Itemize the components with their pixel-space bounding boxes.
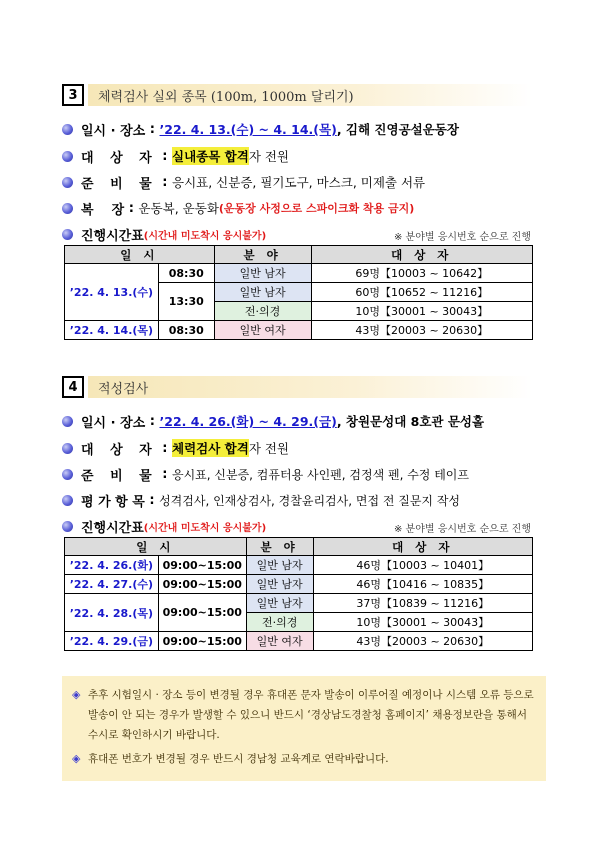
header-field: 분 야 xyxy=(246,538,313,556)
notice-item xyxy=(72,749,536,769)
bullet-icon xyxy=(62,469,73,480)
eval-row: 평 가 항 목 : 성격검사, 인재상검사, 경찰윤리검사, 면접 전 질문지 작성 xyxy=(62,489,460,511)
prep-value: 응시표, 신분증, 컴퓨터용 사인펜, 검정색 펜, 수정 테이프 xyxy=(172,467,469,482)
target-row: 대 상 자 : 체력검사 합격 자 전원 xyxy=(62,437,289,459)
target-highlight: 체력검사 합격 xyxy=(172,441,249,456)
section-number: 4 xyxy=(62,376,84,398)
section-3-header xyxy=(62,83,532,107)
bullet-icon xyxy=(62,177,73,188)
header-date: 일 시 xyxy=(65,538,247,556)
date-cell: ’22. 4. 13.(수) xyxy=(65,264,159,321)
attire-note: (운동장 사정으로 스파이크화 착용 금지) xyxy=(218,202,415,215)
table-header-row xyxy=(65,246,533,264)
table-row xyxy=(65,575,533,594)
attire-value: 운동복, 운동화 xyxy=(138,201,219,216)
notice-item xyxy=(72,685,536,745)
field-cell: 일반 남자 xyxy=(214,283,311,302)
field-cell: 일반 여자 xyxy=(214,321,311,340)
field-cell: 일반 여자 xyxy=(246,632,313,651)
notice-text: 추후 시험일시 · 장소 등이 변경될 경우 휴대폰 문자 발송이 이루어질 예정이나 시스템 오류 등으로 발송이 안 되는 경우가 발생할 수 있으니 반드시 ‘경상남도경찰청 홈페이지’ 채용정보란을 통해서 수시로 확인하시기 바랍니다. xyxy=(88,689,534,741)
date-cell: ’22. 4. 29.(금) xyxy=(65,632,159,651)
attire-row: 복 장 : 운동복, 운동화 (운동장 사정으로 스파이크화 착용 금지) xyxy=(62,197,414,219)
header-target: 대 상 자 xyxy=(313,538,532,556)
bullet-icon xyxy=(62,443,73,454)
eval-value: 성격검사, 인재상검사, 경찰윤리검사, 면접 전 질문지 작성 xyxy=(159,493,461,508)
section-number: 3 xyxy=(62,84,84,106)
date-cell: ’22. 4. 26.(화) xyxy=(65,556,159,575)
schedule-title-row xyxy=(62,223,266,245)
section-4-header xyxy=(62,375,532,399)
date-range: ’22. 4. 13.(수) ~ 4. 14.(목) xyxy=(159,122,337,137)
table-row xyxy=(65,594,533,613)
target-cell: 43명【20003 ~ 20630】 xyxy=(313,632,532,651)
field-cell: 일반 남자 xyxy=(246,594,313,613)
target-cell: 69명【10003 ~ 10642】 xyxy=(311,264,533,283)
label: 평 가 항 목 xyxy=(81,494,145,510)
bullet-icon xyxy=(62,203,73,214)
label: 복 장 xyxy=(81,202,125,218)
field-cell: 일반 남자 xyxy=(246,556,313,575)
target-rest: 자 전원 xyxy=(248,149,290,164)
prep-row: 준 비 물 : 응시표, 신분증, 컴퓨터용 사인펜, 검정색 펜, 수정 테이프 xyxy=(62,463,469,485)
bullet-icon xyxy=(62,416,73,427)
schedule-label: 진행시간표 xyxy=(81,520,144,536)
diamond-icon: ◈ xyxy=(72,688,81,701)
time-cell: 09:00~15:00 xyxy=(158,594,246,632)
field-cell: 일반 남자 xyxy=(246,575,313,594)
table-row xyxy=(65,632,533,651)
prep-value: 응시표, 신분증, 필기도구, 마스크, 미제출 서류 xyxy=(172,175,426,190)
header-field: 분 야 xyxy=(214,246,311,264)
target-cell: 60명【10652 ~ 11216】 xyxy=(311,283,533,302)
table-row xyxy=(65,556,533,575)
time-cell: 13:30 xyxy=(158,283,214,321)
field-cell: 일반 남자 xyxy=(214,264,311,283)
label: 일시 · 장소 xyxy=(81,123,146,139)
bullet-icon xyxy=(62,229,73,240)
notice-box xyxy=(62,676,546,781)
time-cell: 09:00~15:00 xyxy=(158,556,246,575)
schedule-title-row xyxy=(62,515,266,537)
date-cell: ’22. 4. 28.(목) xyxy=(65,594,159,632)
target-cell: 46명【10003 ~ 10401】 xyxy=(313,556,532,575)
target-rest: 자 전원 xyxy=(248,441,290,456)
label: 준 비 물 xyxy=(81,176,158,192)
time-cell: 09:00~15:00 xyxy=(158,575,246,594)
late-warning: (시간내 미도착시 응시불가) xyxy=(143,230,267,242)
section-title: 체력검사 실외 종목 (100m, 1000m 달리기) xyxy=(88,84,532,106)
bullet-icon xyxy=(62,521,73,532)
notice-text: 휴대폰 번호가 변경될 경우 반드시 경남청 교육계로 연락바랍니다. xyxy=(88,753,389,765)
date-range: ’22. 4. 26.(화) ~ 4. 29.(금) xyxy=(159,414,337,429)
venue: , 김해 진영공설운동장 xyxy=(336,122,459,137)
time-cell: 09:00~15:00 xyxy=(158,632,246,651)
target-cell: 43명【20003 ~ 20630】 xyxy=(311,321,533,340)
target-cell: 10명【30001 ~ 30043】 xyxy=(311,302,533,321)
schedule-table-4 xyxy=(64,537,533,651)
header-target: 대 상 자 xyxy=(311,246,533,264)
time-cell: 08:30 xyxy=(158,321,214,340)
target-cell: 10명【30001 ~ 30043】 xyxy=(313,613,532,632)
label: 일시 · 장소 xyxy=(81,415,146,431)
label: 준 비 물 xyxy=(81,468,158,484)
bullet-icon xyxy=(62,151,73,162)
order-note: ※ 분야별 응시번호 순으로 진행 xyxy=(393,232,531,243)
field-cell: 전·의경 xyxy=(246,613,313,632)
diamond-icon: ◈ xyxy=(72,752,81,765)
schedule-row: 일시 · 장소 : ’22. 4. 26.(화) ~ 4. 29.(금) , 창원문성대 8호관 문성홀 xyxy=(62,410,484,432)
target-highlight: 실내종목 합격 xyxy=(172,149,249,164)
target-row: 대 상 자 : 실내종목 합격 자 전원 xyxy=(62,145,289,167)
field-cell: 전·의경 xyxy=(214,302,311,321)
schedule-row: 일시 · 장소 : ’22. 4. 13.(수) ~ 4. 14.(목) , 김해 진영공설운동장 xyxy=(62,118,459,140)
bullet-icon xyxy=(62,124,73,135)
schedule-table-3 xyxy=(64,245,533,340)
bullet-icon xyxy=(62,495,73,506)
late-warning: (시간내 미도착시 응시불가) xyxy=(143,522,267,534)
order-note: ※ 분야별 응시번호 순으로 진행 xyxy=(393,524,531,535)
target-cell: 46명【10416 ~ 10835】 xyxy=(313,575,532,594)
date-cell: ’22. 4. 14.(목) xyxy=(65,321,159,340)
label: 대 상 자 xyxy=(81,442,158,458)
table-header-row xyxy=(65,538,533,556)
target-cell: 37명【10839 ~ 11216】 xyxy=(313,594,532,613)
section-title: 적성검사 xyxy=(88,376,532,398)
schedule-label: 진행시간표 xyxy=(81,228,144,244)
date-cell: ’22. 4. 27.(수) xyxy=(65,575,159,594)
table-row xyxy=(65,264,533,283)
label: 대 상 자 xyxy=(81,150,158,166)
header-date: 일 시 xyxy=(65,246,215,264)
time-cell: 08:30 xyxy=(158,264,214,283)
venue: , 창원문성대 8호관 문성홀 xyxy=(336,414,485,429)
prep-row: 준 비 물 : 응시표, 신분증, 필기도구, 마스크, 미제출 서류 xyxy=(62,171,425,193)
table-row xyxy=(65,321,533,340)
